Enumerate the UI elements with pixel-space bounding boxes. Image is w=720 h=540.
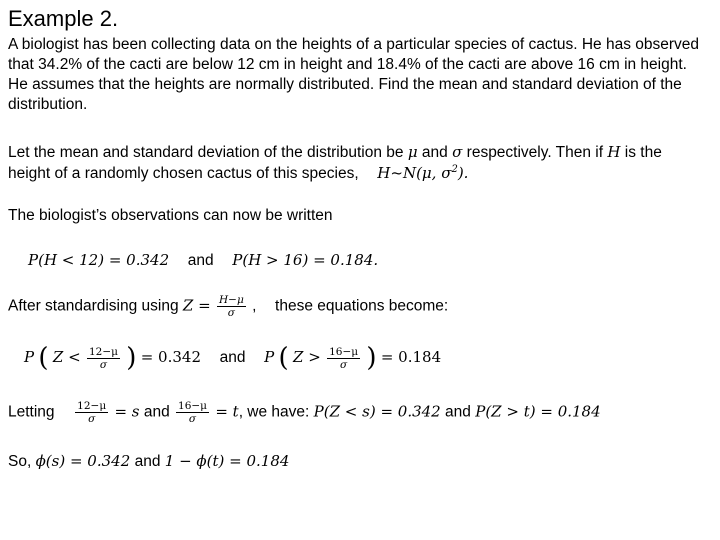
std-num: H−μ	[219, 294, 244, 306]
letting-label: Letting	[8, 403, 55, 421]
distribution-expr: H~N(μ, $\sigma^2$).	[377, 164, 469, 182]
letting-we-have: , we have:	[238, 403, 310, 421]
letting-eq-s: = s	[114, 402, 140, 421]
letting-and: and	[143, 403, 170, 421]
so-phi-t: 1 − ϕ(t) = 0.184	[164, 452, 290, 470]
let-line-2	[8, 164, 468, 183]
std-text: After standardising using	[8, 297, 179, 315]
so-line	[8, 452, 289, 471]
so-and: and	[134, 453, 161, 470]
eq2-val2: = 0.184	[380, 348, 442, 367]
std-after: these equations become:	[275, 297, 449, 315]
std-z: Z =	[182, 296, 211, 315]
letting-eq-t: = t	[215, 402, 239, 421]
letting-pt: P(Z > t) = 0.184	[475, 402, 601, 421]
eq2-p2: P	[264, 348, 275, 367]
std-fraction	[217, 294, 246, 319]
eq2-val1: = 0.342	[140, 348, 201, 367]
problem-statement: A biologist has been collecting data on the heights of a particular species of cactus. He has observed that 34.2% of the cacti are below 12 cm in height and 18.4% of the cacti are above 16 cm in height. He assumes that the heights are normally distributed. Find the mean and standard deviation of the distribution.	[8, 36, 700, 113]
eq2-and: and	[219, 349, 246, 367]
let-line-1	[8, 143, 662, 162]
letting-frac-1: $\frac{12-\mu}{\sigma}$	[77, 400, 107, 425]
std-den: σ	[227, 307, 235, 319]
so-label: So,	[8, 453, 32, 470]
observations-text: The biologist’s observations can now be written	[8, 207, 333, 224]
eq2-p1: P	[24, 348, 35, 367]
letting-ps: P(Z < s) = 0.342	[313, 402, 441, 421]
letting-and2: and	[445, 403, 471, 421]
let-and: and	[421, 144, 448, 161]
eq1-and: and	[187, 252, 214, 269]
equation-1	[28, 251, 378, 270]
let-line2-text: height of a randomly chosen cactus of this species,	[8, 165, 359, 182]
letting-line	[8, 400, 601, 425]
let-is-the: is the	[624, 144, 662, 161]
so-phi-s: ϕ(s) = 0.342	[35, 452, 131, 470]
sigma-symbol: σ	[452, 143, 463, 161]
let-respectively: respectively. Then if	[466, 144, 604, 161]
eq1-right: P(H > 16) = 0.184.	[232, 251, 379, 269]
slide-title: Example 2.	[8, 6, 119, 31]
eq2-frac-1: $\frac{12-\mu}{\sigma}$	[88, 345, 118, 371]
h-symbol: H	[607, 143, 621, 161]
mu-symbol: μ	[407, 143, 418, 161]
eq2-z-lt: Z <	[52, 348, 81, 367]
equation-2: P ( Z < $\frac{12-\mu}{\sigma}$ ) = 0.342 and P ( Z > $\frac{16-\mu}{\sigma}$ ) = 0.184	[24, 343, 442, 373]
eq2-frac-2: $\frac{16-\mu}{\sigma}$	[329, 345, 359, 371]
std-comma: ,	[252, 297, 257, 315]
let-text: Let the mean and standard deviation of the distribution be	[8, 144, 404, 161]
letting-frac-2: $\frac{16-\mu}{\sigma}$	[178, 400, 207, 425]
standardise-line	[8, 294, 448, 319]
eq2-z-gt: Z >	[293, 348, 321, 367]
eq1-left: P(H < 12) = 0.342	[28, 251, 170, 269]
